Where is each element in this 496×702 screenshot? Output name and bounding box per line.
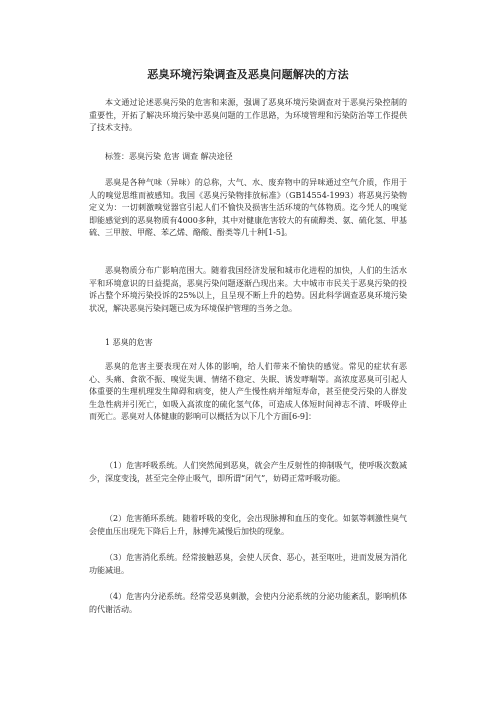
list-item-4: （4）危害内分泌系统。经常受恶臭刺激，会使内分泌系统的分泌功能紊乱，影响机体的代谢活动。 [89, 592, 407, 614]
list-item-1: （1）危害呼吸系统。人们突然闻到恶臭，就会产生反射性的抑制吸气，使呼吸次数减少，深度变浅，甚至完全停止吸气，即所谓“闭气”，妨碍正常呼吸功能。 [89, 461, 407, 483]
intro-paragraph-2: 恶臭物质分布广影响范围大。随着我国经济发展和城市化进程的加快，人们的生活水平和环境意识的日益提高，恶臭污染问题逐渐凸现出来。大中城市市民关于恶臭污染的投诉占整个环境污染投诉的25%以上，且呈现不断上升的趋势。因此科学调查恶臭环境污染状况，解决恶臭污染问题已成为环境保护管理的当务之急。 [89, 266, 407, 313]
section-1-paragraph: 恶臭的危害主要表现在对人体的影响，给人们带来不愉快的感觉。常见的症状有恶心、头痛、食欲不振、嗅觉失调、情绪不稳定、失眠、诱发哮喘等。高浓度恶臭可引起人体重要的生理机理发生障碍和病变，使人产生慢性病并缩短寿命，甚至使受污染的人群发生急性病并引死亡，如吸入高浓度的硫化氢气体，可造成人体短时间神志不清、呼吸停止而死亡。恶臭对人体健康的影响可以概括为以下几个方面[6-9]： [89, 362, 407, 421]
list-item-3: （3）危害消化系统。经常接触恶臭，会使人厌食、恶心，甚至呕吐，进而发展为消化功能减退。 [89, 553, 407, 575]
abstract-paragraph: 本文通过论述恶臭污染的危害和来源，强调了恶臭环境污染调查对于恶臭污染控制的重要性，开拓了解决环境污染中恶臭问题的工作思路，为环境管理和污染防治等工作提供了技术支持。 [89, 98, 407, 132]
intro-paragraph-1: 恶臭是各种气味（异味）的总称，大气、水、废弃物中的异味通过空气介质，作用于人的嗅觉思维而被感知。我国《恶臭污染物排放标准》（GB14554-1993）将恶臭污染物定义为：一切刺激嗅觉器官引起人们不愉快及损害生活环境的气体物质。迄今凭人的嗅觉即能感觉到的恶臭物质有4000多种，其中对健康危害较大的有硫醇类、氨、硫化氢、甲基硫、三甲胺、甲醛、苯乙烯、酪酸、酚类等几十种[1-5]。 [89, 178, 407, 237]
list-item-2: （2）危害循环系统。随着呼吸的变化，会出现脉搏和血压的变化。如氨等刺激性臭气会使血压出现先下降后上升，脉搏先减慢后加快的现象。 [89, 514, 407, 536]
keywords-line: 标签：恶臭污染 危害 调查 解决途径 [105, 152, 233, 161]
section-heading-1: 1 恶臭的危害 [105, 338, 153, 347]
document-title: 恶臭环境污染调查及恶臭问题解决的方法 [147, 68, 349, 81]
